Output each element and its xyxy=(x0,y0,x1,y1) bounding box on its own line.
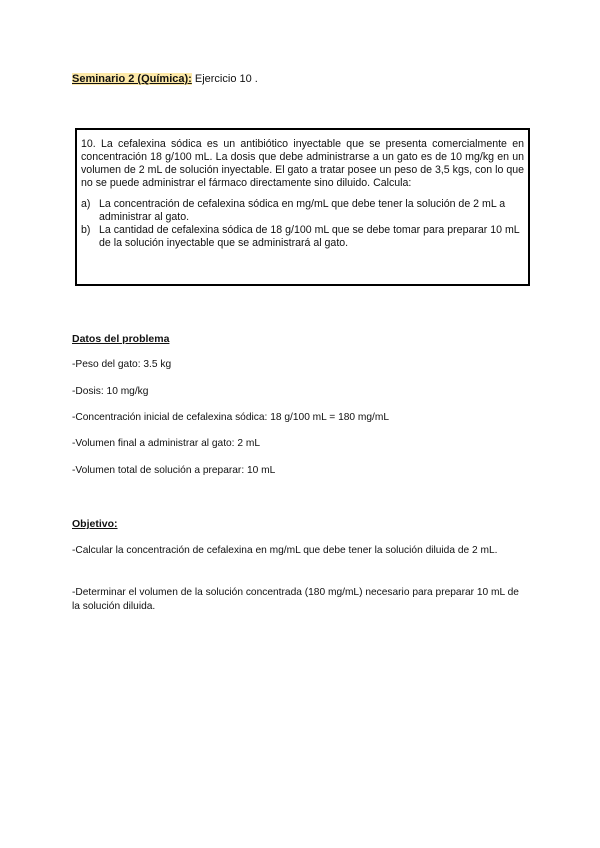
exercise-question-list xyxy=(81,198,524,250)
datos-line-dose: -Dosis: 10 mg/kg xyxy=(72,386,149,397)
objetivo-heading: Objetivo: xyxy=(72,518,118,530)
datos-line-total-volume: -Volumen total de solución a preparar: 10 mL xyxy=(72,465,276,476)
exercise-statement-box xyxy=(75,128,530,286)
question-text: La cantidad de cefalexina sódica de 18 g/100 mL que se debe tomar para preparar 10 mL de la solución inyectable que se administrará al gato. xyxy=(99,224,520,249)
seminar-header xyxy=(72,72,258,86)
datos-line-weight: -Peso del gato: 3.5 kg xyxy=(72,359,172,370)
objetivo-line-1: -Calcular la concentración de cefalexina en mg/mL que debe tener la solución diluida de 2 mL. xyxy=(72,545,498,556)
question-text: La concentración de cefalexina sódica en mg/mL que debe tener la solución de 2 mL a administrar al gato. xyxy=(99,198,506,223)
datos-line-final-volume: -Volumen final a administrar al gato: 2 mL xyxy=(72,438,260,449)
exercise-number: Ejercicio 10 . xyxy=(194,73,258,85)
exercise-question-a xyxy=(81,198,524,224)
datos-heading: Datos del problema xyxy=(72,333,170,345)
question-marker: a) xyxy=(81,198,91,210)
datos-line-concentration: -Concentración inicial de cefalexina sódica: 18 g/100 mL = 180 mg/mL xyxy=(72,412,390,423)
exercise-statement: 10. La cefalexina sódica es un antibiótico inyectable que se presenta comercialmente en concentración 18 g/100 mL. La dosis que debe administrarse a un gato es de 10 mg/kg en un volumen de 2 mL de solución inyectable. El gato a tratar posee un peso de 3,5 kgs, con lo que no se puede administrar el fármaco directamente sino diluido. Calcula: xyxy=(81,138,524,189)
exercise-question-b xyxy=(81,224,524,250)
question-marker: b) xyxy=(81,224,91,236)
seminar-label: Seminario 2 (Química): xyxy=(72,73,192,85)
objetivo-line-2: -Determinar el volumen de la solución concentrada (180 mg/mL) necesario para preparar 10 mL de la solución diluida. xyxy=(72,587,519,612)
